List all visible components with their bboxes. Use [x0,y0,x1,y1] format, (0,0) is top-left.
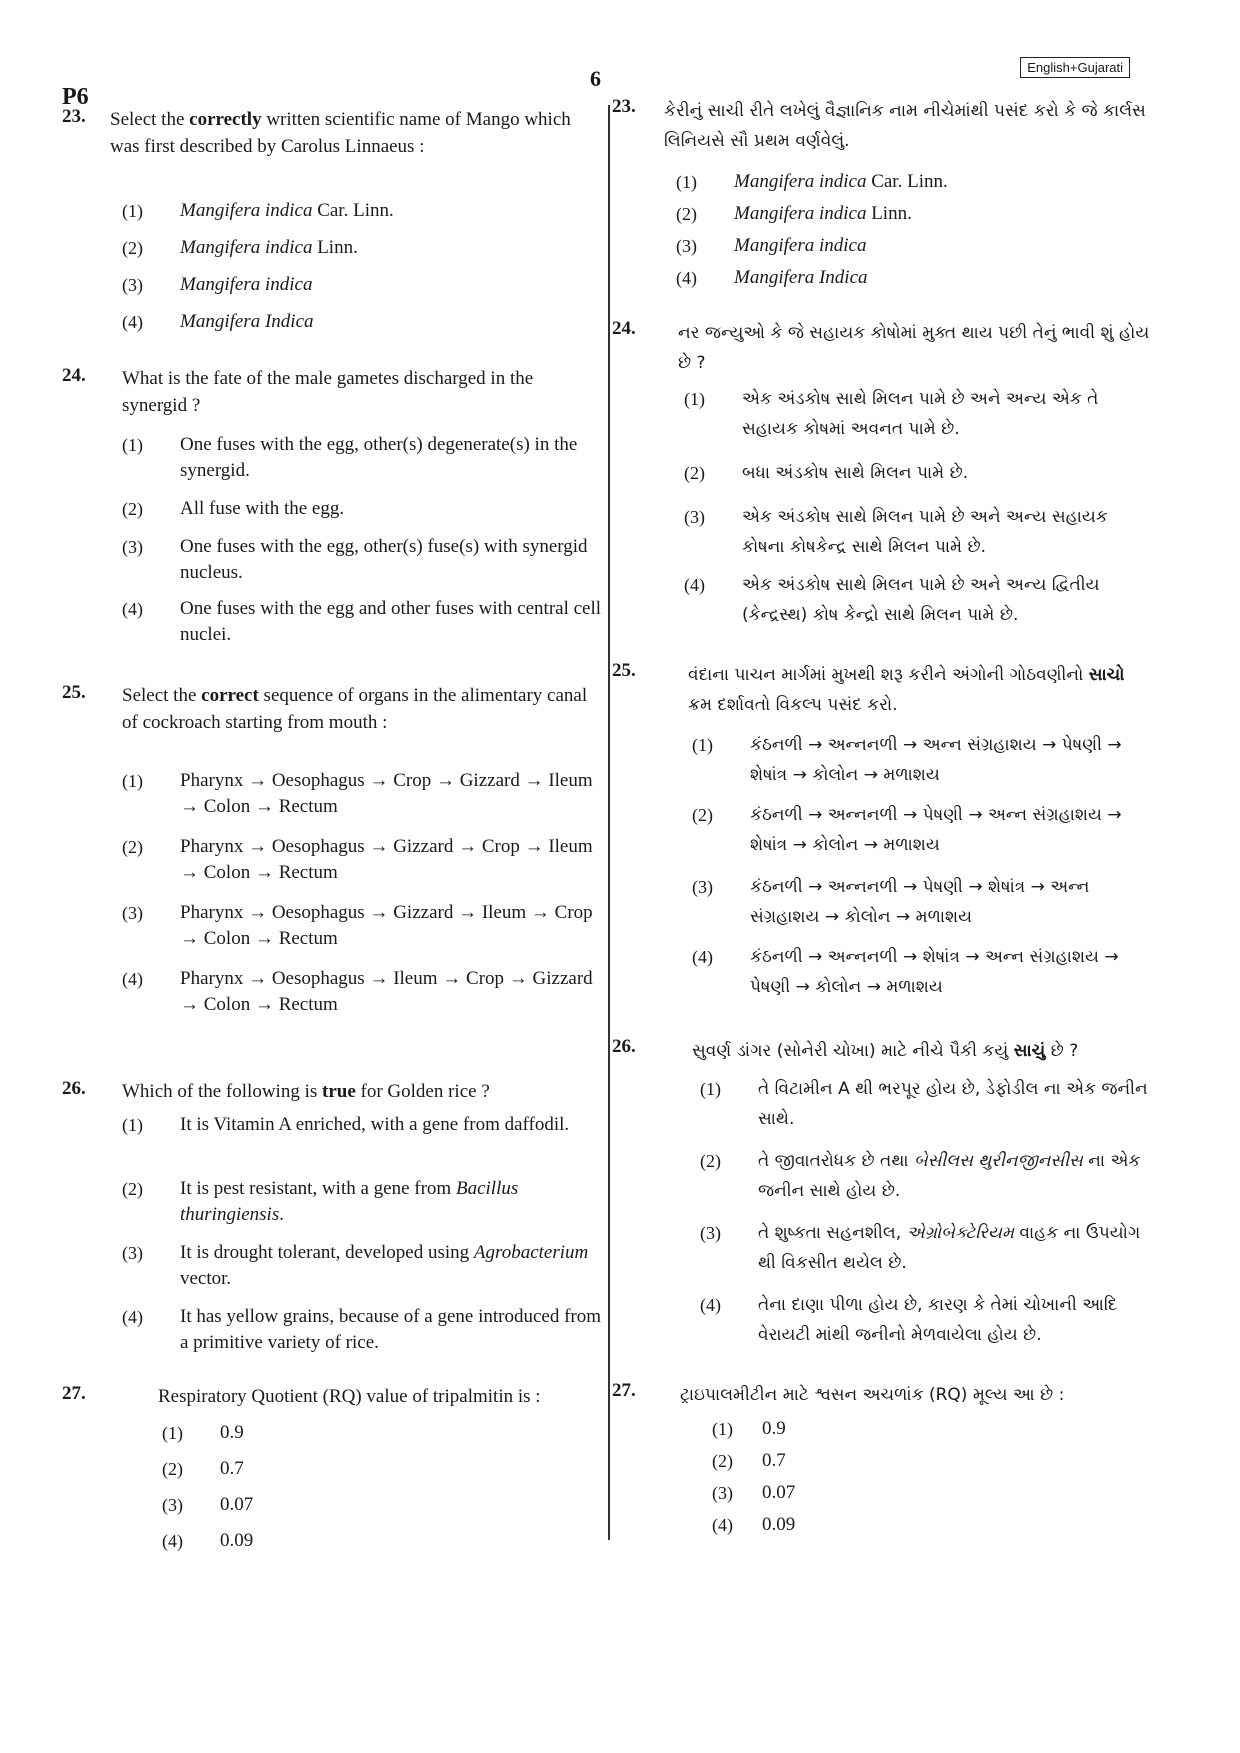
question-text: કેરીનું સાચી રીતે લખેલું વૈજ્ઞાનિક નામ નીચેમાંથી પસંદ કરો કે જે કાર્લસ લિનિયસે સૌ પ્રથમ વર્ણવેલું. [664,101,1146,151]
question-text: What is the fate of the male gametes discharged in the synergid ? [122,368,534,416]
column-divider [608,105,610,1540]
question-number: 27. [62,1383,86,1404]
question-number: 26. [612,1036,636,1057]
question-number: 25. [612,660,636,681]
question-number: 23. [612,96,636,117]
question-number: 25. [62,682,86,703]
question-number: 23. [62,106,86,127]
question-text: વંદાના પાચન માર્ગમાં મુખથી શરૂ કરીને અંગોની ગોઠવણીનો સાચો ક્રમ દર્શાવતો વિકલ્પ પસંદ કરો. [688,665,1125,715]
question-text: Select the correct sequence of organs in the alimentary canal of cockroach starting from mouth : [122,685,588,733]
question-number: 27. [612,1380,636,1401]
question-text: Respiratory Quotient (RQ) value of tripalmitin is : [158,1386,541,1407]
question-text: ટ્રાઇપાલમીટીન માટે શ્વસન અચળાંક (RQ) મૂલ્ય આ છે : [680,1385,1065,1405]
question-text: સુવર્ણ ડાંગર (સોનેરી ચોખા) માટે નીચે પૈકી કયું સાચું છે ? [692,1041,1079,1061]
question-number: 24. [62,365,86,386]
question-text: Which of the following is true for Golden rice ? [122,1081,490,1102]
language-badge: English+Gujarati [1020,57,1130,78]
question-text: Select the correctly written scientific name of Mango which was first described by Carolus Linnaeus : [110,109,571,157]
page-code: P6 [62,84,89,110]
question-number: 26. [62,1078,86,1099]
question-number: 24. [612,318,636,339]
page-number: 6 [590,66,601,91]
question-text: નર જન્યુઓ કે જે સહાયક કોષોમાં મુક્ત થાય પછી તેનું ભાવી શું હોય છે ? [678,323,1150,373]
